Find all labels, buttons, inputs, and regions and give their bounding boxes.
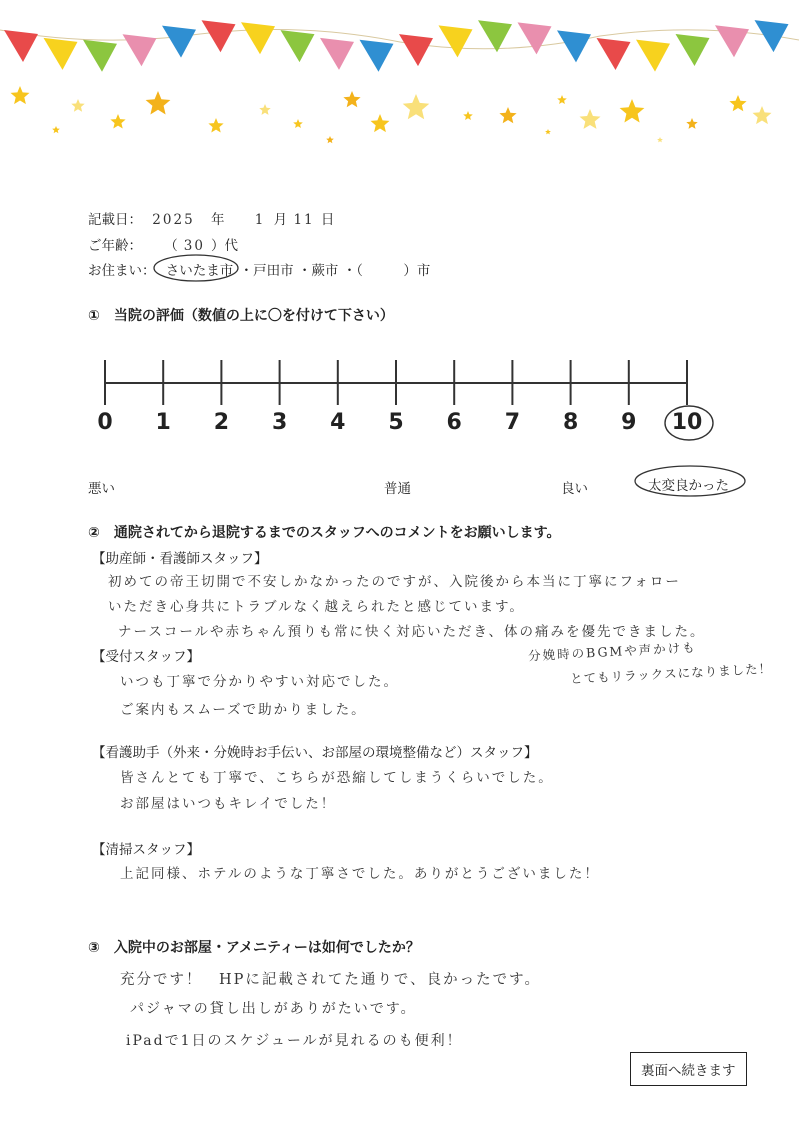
age-open: （ — [164, 238, 178, 254]
staff-reception-side-note-1: 分娩時のBGMや声かけも — [527, 639, 698, 664]
scale-number-9: 9 — [621, 410, 637, 435]
date-month-unit: 月 — [273, 212, 288, 228]
staff-reception-comment-2: ご案内もスムーズで助かりました。 — [120, 702, 367, 718]
label-very-good: 太変良かった — [648, 478, 729, 494]
staff-reception-heading: 【受付スタッフ】 — [92, 649, 200, 665]
scale-number-2: 2 — [213, 410, 230, 435]
label-good: 良い — [561, 481, 588, 497]
label-bad: 悪い — [88, 481, 115, 497]
rating-scale — [0, 0, 799, 460]
date-label: 記載日： — [88, 212, 142, 228]
scale-number-5: 5 — [388, 410, 404, 435]
staff-assistant-comment-2: お部屋はいつもキレイでした！ — [120, 796, 337, 812]
staff-nurse-comment-2: いただき心身共にトラブルなく越えられたと感じています。 — [108, 599, 525, 615]
staff-reception-comment-1: いつも丁寧で分かりやすい対応でした。 — [120, 674, 399, 690]
staff-assistant-comment-1: 皆さんとても丁寧で、こちらが恐縮してしまうくらいでした。 — [120, 770, 554, 786]
section2-title: ② 通院されてから退院するまでのスタッフへのコメントをお願いします。 — [88, 525, 561, 541]
scale-number-6: 6 — [446, 410, 462, 435]
age-close: ）代 — [210, 238, 238, 254]
section3-title: ③ 入院中のお部屋・アメニティーは如何でしたか？ — [88, 940, 420, 956]
scale-number-10: 10 — [671, 410, 703, 435]
age-label: ご年齢： — [88, 238, 142, 254]
date-day-unit: 日 — [320, 212, 335, 228]
scale-number-4: 4 — [330, 410, 346, 435]
residence-option-other: ・（ ）市 — [342, 263, 431, 279]
date-month-value: 1 — [254, 212, 266, 228]
staff-nurse-comment-1: 初めての帝王切開で不安しかなかったのですが、入院後から本当に丁寧にフォロー — [108, 574, 681, 590]
section3-comment-1: 充分です！ HPに記載されてた通りで、良かったです。 — [120, 972, 541, 988]
scale-number-7: 7 — [504, 410, 521, 435]
label-normal: 普通 — [384, 481, 411, 497]
staff-cleaning-heading: 【清掃スタッフ】 — [92, 842, 200, 858]
date-day-value: 11 — [293, 212, 315, 228]
section1-title: ① 当院の評価（数値の上に〇を付けて下さい） — [88, 308, 394, 324]
date-year-unit: 年 — [210, 212, 225, 228]
scale-number-8: 8 — [562, 410, 579, 435]
scale-number-1: 1 — [155, 410, 171, 435]
staff-nurse-comment-3: ナースコールや赤ちゃん預りも常に快く対応いただき、体の痛みを優先できました。 — [118, 624, 706, 640]
residence-option-toda: ・戸田市 — [239, 263, 294, 279]
staff-nurse-heading: 【助産師・看護師スタッフ】 — [92, 551, 268, 567]
staff-reception-side-note-2: とてもリラックスになりました！ — [569, 660, 773, 687]
section3-comment-2: パジャマの貸し出しがありがたいです。 — [130, 1001, 417, 1017]
staff-cleaning-comment-1: 上記同様、ホテルのような丁寧さでした。ありがとうございました！ — [120, 866, 600, 882]
residence-option-saitama: さいたま市 — [165, 263, 234, 279]
date-year-value: 2025 — [152, 212, 195, 228]
residence-label: お住まい： — [88, 263, 156, 279]
section3-comment-3: iPadで1日のスケジュールが見れるのも便利！ — [126, 1033, 463, 1049]
scale-number-3: 3 — [271, 410, 288, 435]
staff-assistant-heading: 【看護助手（外来・分娩時お手伝い、お部屋の環境整備など）スタッフ】 — [92, 745, 538, 761]
residence-option-warabi: ・蕨市 — [297, 263, 339, 279]
continue-box: 裏面へ続きます — [630, 1052, 747, 1086]
scale-number-0: 0 — [97, 410, 113, 435]
age-value: 30 — [183, 238, 205, 254]
